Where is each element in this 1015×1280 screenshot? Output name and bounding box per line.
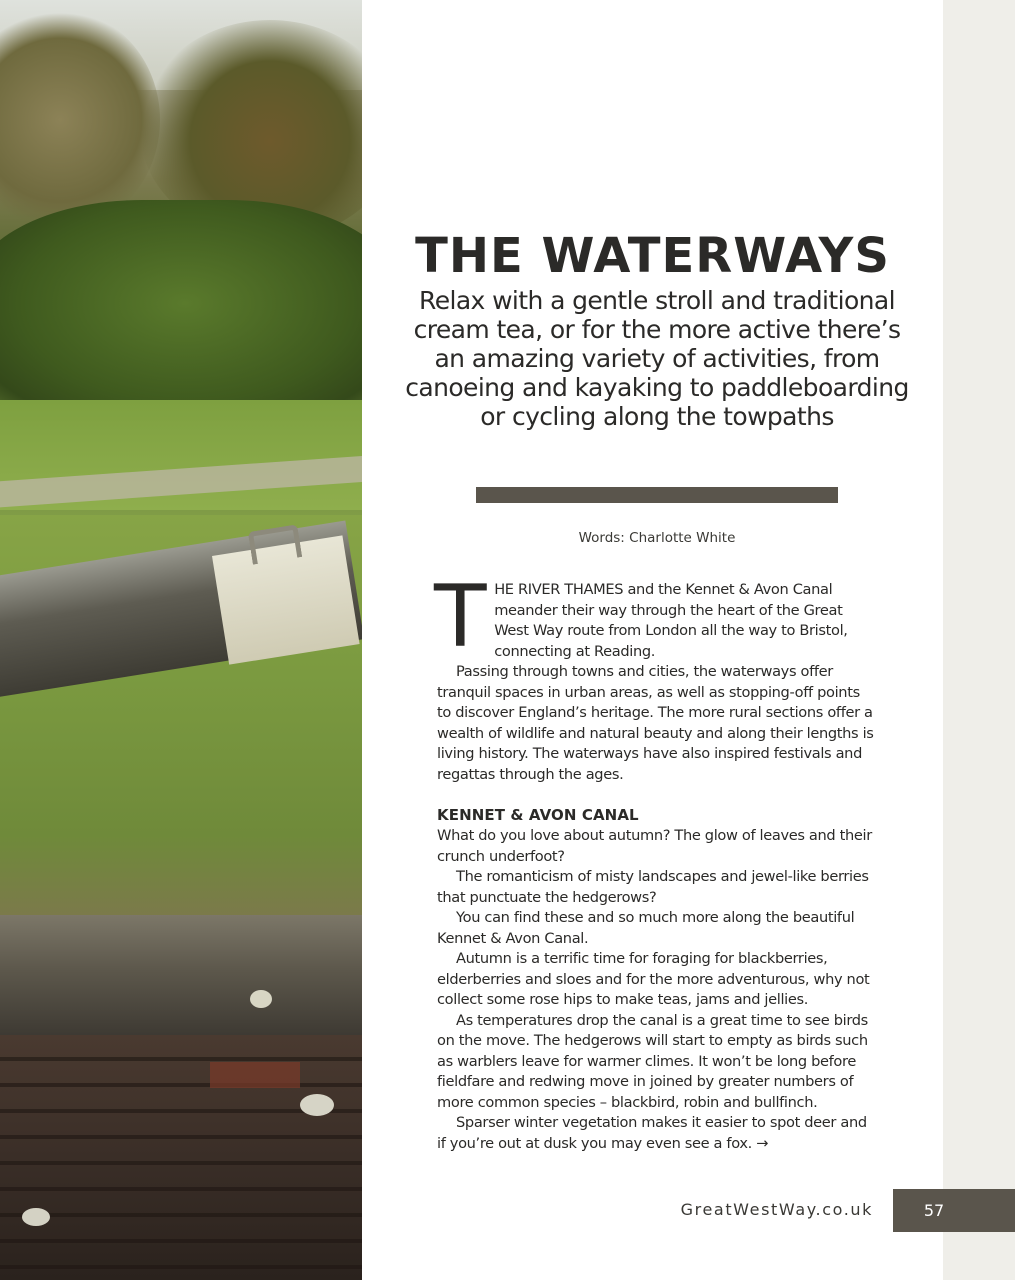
article-headline: THE WATERWAYS <box>415 228 890 284</box>
divider-rule <box>476 487 838 503</box>
photo-brick-wall <box>0 1035 362 1280</box>
section-paragraph: What do you love about autumn? The glow of leaves and their crunch underfoot? <box>437 827 872 865</box>
section-paragraph: Autumn is a terrific time for foraging for blackberries, elderberries and sloes and for the more adventurous, why not collect some rose hips to make teas, jams and jellies. <box>437 950 870 1008</box>
section-paragraph: Sparser winter vegetation makes it easier to spot deer and if you’re out at dusk you may even see a fox. → <box>437 1114 867 1152</box>
drop-cap: T <box>434 567 487 667</box>
section-paragraph: You can find these and so much more along the beautiful Kennet & Avon Canal. <box>437 909 855 947</box>
intro-text: and the Kennet & Avon Canal meander their way through the heart of the Great West Way route from London all the way to Bristol, connecting at Reading. <box>494 581 848 660</box>
page-number: 57 <box>923 1201 945 1220</box>
page-margin-strip <box>943 0 1015 1280</box>
photo-lichen <box>300 1094 334 1116</box>
article-body <box>434 567 877 1154</box>
intro-paragraph <box>434 567 877 667</box>
canal-lock-photo <box>0 0 362 1280</box>
photo-coping-stone <box>0 915 362 1035</box>
section-paragraph: As temperatures drop the canal is a great time to see birds on the move. The hedgerows will start to empty as birds such as warblers leave for warmer climes. It won’t be long before fieldfare and redwing move in joined by greater numbers of more common species – blackbird, robin and bullfinch. <box>437 1011 868 1111</box>
article-byline: Words: Charlotte White <box>578 530 736 546</box>
body-paragraph: Passing through towns and cities, the waterways offer tranquil spaces in urban areas, as well as stopping-off points to discover England’s heritage. The more rural sections offer a wealth of wildlife and natural beauty and along their lengths is living history. The waterways have also inspired festivals and regattas through the ages. <box>437 663 874 783</box>
photo-lichen <box>250 990 272 1008</box>
photo-hedge <box>0 200 362 430</box>
website-url: GreatWestWay.co.uk <box>680 1200 873 1219</box>
lead-in: HE RIVER THAMES <box>494 581 624 598</box>
page-number-box <box>893 1189 1015 1232</box>
section-paragraph: The romanticism of misty landscapes and jewel-like berries that punctuate the hedgerows? <box>437 868 869 906</box>
photo-lichen <box>22 1208 50 1226</box>
article-standfirst: Relax with a gentle stroll and traditional cream tea, or for the more active there’s an amazing variety of activities, from canoeing and kayaking to paddleboarding or cycling along the towpaths <box>405 286 909 431</box>
photo-brick <box>210 1062 300 1088</box>
section-heading: KENNET & AVON CANAL <box>437 806 639 824</box>
